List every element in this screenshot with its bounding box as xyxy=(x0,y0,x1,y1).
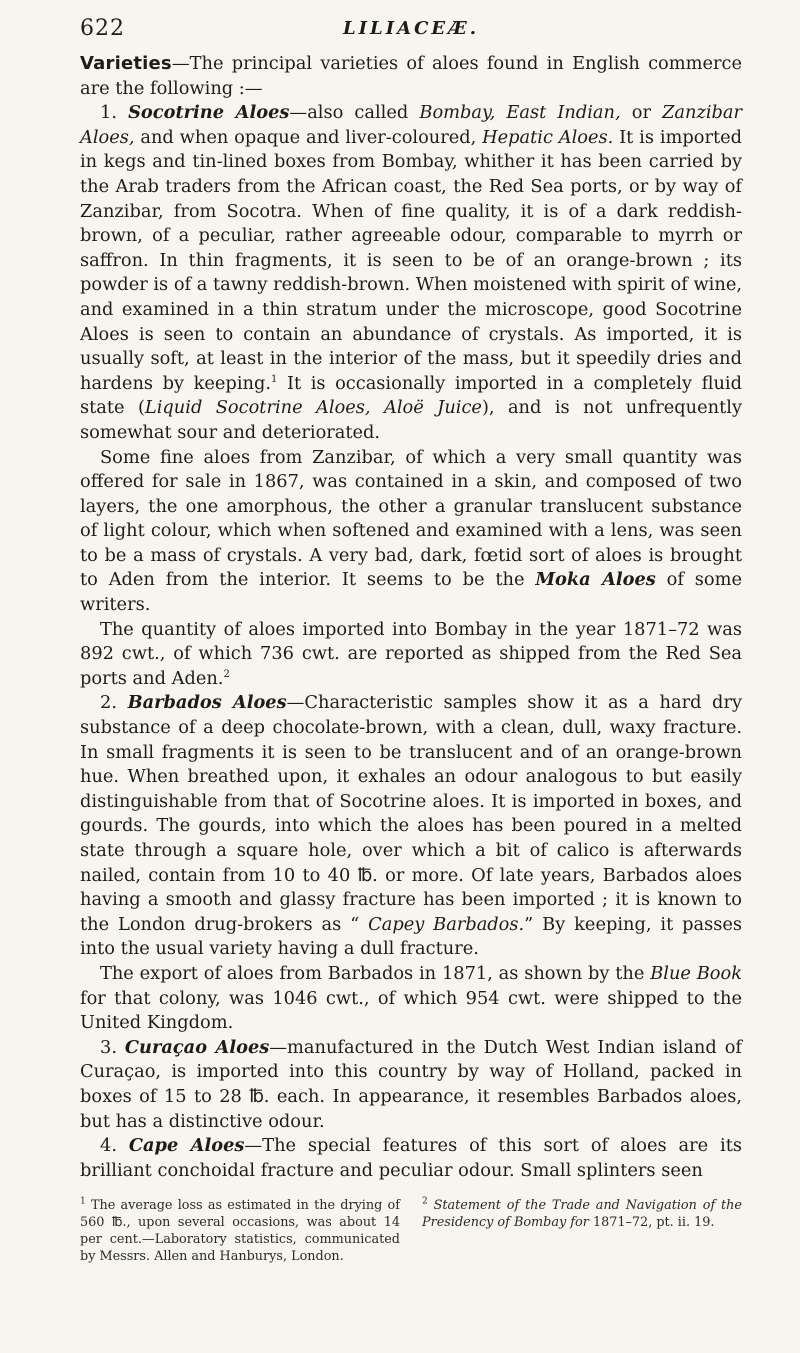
italic-run: Hepatic Aloes. xyxy=(482,126,614,148)
text-run: The quantity of aloes imported into Bombay in the year 1871–72 was 892 cwt., of which 736 cwt. are reported as shipped from the Red Sea ports and Aden. xyxy=(80,618,742,689)
item-number: 2. xyxy=(100,692,128,714)
item-title-curacao: Curaçao Aloes xyxy=(124,1036,270,1058)
item-number: 3. xyxy=(100,1036,125,1058)
footnote-ref-1[interactable]: 1 xyxy=(271,373,278,385)
footnote-text-italic: Statement of the Trade and Navigation of the Presidency of Bombay for xyxy=(422,1198,742,1231)
footnotes xyxy=(80,1197,742,1265)
italic-run: Zanzibar Aloes, xyxy=(80,102,743,148)
body-text xyxy=(80,52,742,1183)
footnote-1 xyxy=(80,1197,400,1265)
text-run: ), and is not unfrequently somewhat sour and deteriorated. xyxy=(80,397,742,443)
text-run: —manufactured in the Dutch West Indian island of Curaçao, is imported into this country by way of Holland, packed in boxes of 15 to 28 ℔. each. In appearance, it resembles Barbados aloes, but has a distinctive odour. xyxy=(80,1036,742,1132)
paragraph-curacao xyxy=(80,1036,742,1134)
text-run: It is imported in kegs and tin-lined boxes from Bombay, whither it has been carried by the Arab traders from the African coast, the Red Sea ports, or by way of Zanzibar, from Socotra. When of fine quality, it is of a dark reddish-brown, of a peculiar, rather agreeable odour, comparable to myrrh or saffron. In thin fragments, it is seen to be of an orange-brown ; its powder is of a tawny reddish-brown. When moistened with spirit of wine, and examined in a thin stratum under the microscope, good Socotrine Aloes is seen to contain an abundance of crystals. As imported, it is usually soft, at least in the interior of the mass, but it speedily dries and hardens by keeping. xyxy=(80,126,743,394)
item-title-socotrine: Socotrine Aloes xyxy=(128,102,290,124)
varieties-heading: Varieties xyxy=(80,53,172,74)
footnote-mark: 1 xyxy=(80,1197,86,1208)
paragraph-barbados-export xyxy=(80,962,742,1036)
italic-run: Blue Book xyxy=(650,962,742,984)
paragraph-bombay-imports xyxy=(80,618,742,692)
text-run: for that colony, was 1046 cwt., of which 954 cwt. were shipped to the United Kingdom. xyxy=(80,987,742,1034)
paragraph-barbados xyxy=(80,691,742,962)
text-run: It is occasionally imported in a completely fluid state ( xyxy=(80,372,742,419)
paragraph-cape xyxy=(80,1134,742,1183)
paragraph-socotrine xyxy=(80,101,742,445)
footnote-text: 1871–72, pt. ii. 19. xyxy=(588,1215,715,1231)
page-number: 622 xyxy=(80,16,125,41)
text-run: Some fine aloes from Zanzibar, of which a very small quantity was offered for sale in 1867, was contained in a skin, and composed of two layers, the one amorphous, the other a granular translucent substance of light colour, which when softened and examined with a lens, was seen to be a mass of crystals. A very bad, dark, fœtid sort of aloes is brought to Aden from the interior. It seems to be the xyxy=(80,446,742,591)
moka-aloes-term: Moka Aloes xyxy=(535,569,656,591)
text-run: ” By keeping, it passes into the usual variety having a dull fracture. xyxy=(80,913,743,960)
text-run: or xyxy=(620,102,663,124)
text-run: —The special features of this sort of aloes are its brilliant conchoidal fracture and peculiar odour. Small splinters seen xyxy=(80,1135,742,1181)
italic-run: Capey Barbados. xyxy=(368,913,525,935)
item-title-cape: Cape Aloes xyxy=(128,1135,245,1157)
item-title-barbados: Barbados Aloes xyxy=(127,692,287,714)
footnote-text: The average loss as estimated in the drying of 560 ℔., upon several occasions, was about 14 per cent.—Laboratory statistics, communicated by Messrs. Allen and Hanburys, London. xyxy=(80,1198,400,1265)
text-run: and when opaque and liver-coloured, xyxy=(134,126,483,148)
text-run: of some writers. xyxy=(80,569,742,616)
italic-run: Bombay, East Indian, xyxy=(419,102,621,124)
italic-run: Liquid Socotrine Aloes, Aloë Juice xyxy=(144,397,482,419)
text-run: —Characteristic samples show it as a hard dry substance of a deep chocolate-brown, with a clean, dull, waxy fracture. In small fragments it is seen to be translucent and of an orange-brown hue. When breathed upon, it exhales an odour analogous to but easily distinguishable from that of Socotrine aloes. It is imported in boxes, and gourds. The gourds, into which the aloes has been poured in a melted state through a square hole, over which a bit of calico is afterwards nailed, contain from 10 to 40 ℔. or more. Of late years, Barbados aloes having a smooth and glassy fracture has been imported ; it is known to the London drug-brokers as “ xyxy=(80,692,742,935)
footnote-ref-2[interactable]: 2 xyxy=(223,668,230,680)
footnote-2 xyxy=(422,1197,742,1265)
paragraph-zanzibar xyxy=(80,446,742,618)
item-number: 1. xyxy=(100,102,129,124)
text-run: The export of aloes from Barbados in 1871, as shown by the xyxy=(100,962,651,984)
item-number: 4. xyxy=(100,1135,129,1157)
varieties-text: —The principal varieties of aloes found in English commerce are the following :— xyxy=(80,53,742,99)
text-run: —also called xyxy=(289,102,420,124)
book-page xyxy=(80,10,742,1265)
running-title: LILIACEÆ. xyxy=(342,18,480,39)
paragraph-varieties xyxy=(80,52,742,101)
running-head xyxy=(80,10,742,52)
footnote-mark: 2 xyxy=(422,1197,428,1208)
